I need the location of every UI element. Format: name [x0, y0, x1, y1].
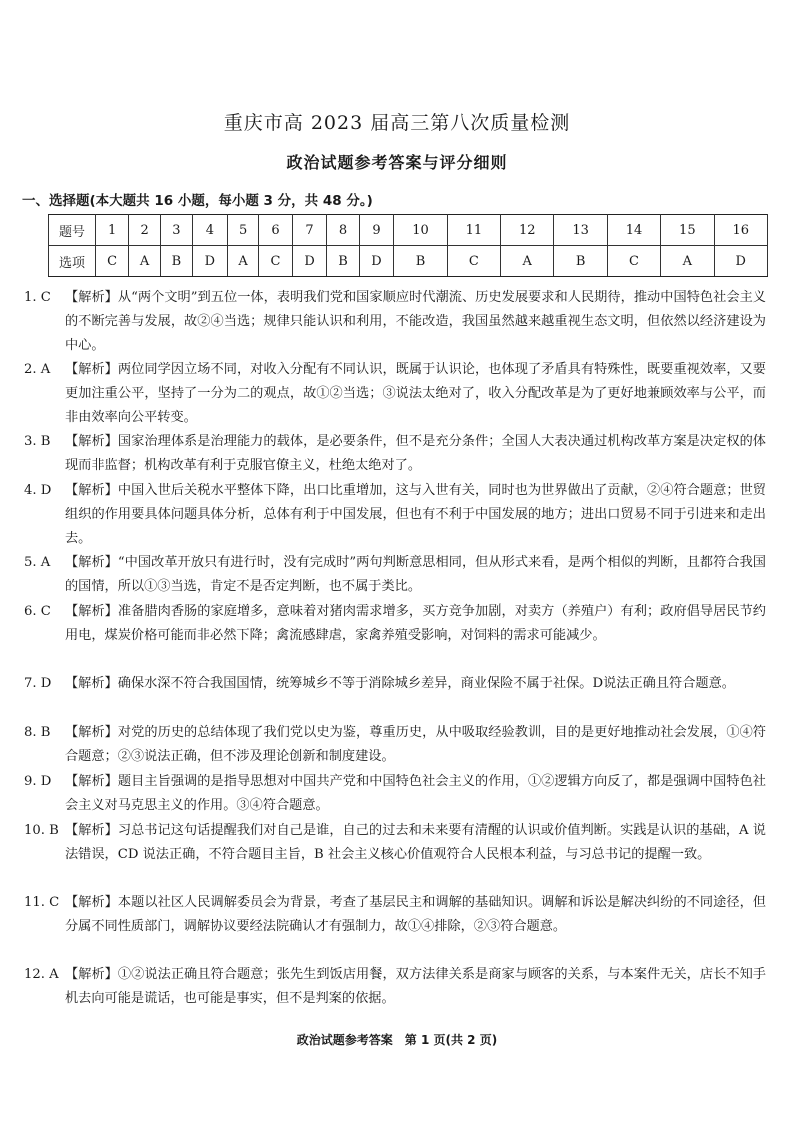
item-number: 5. A [24, 555, 51, 570]
question-number-cell: 2 [129, 215, 161, 246]
item-number: 7. D [24, 676, 52, 691]
question-number-cell: 3 [160, 215, 192, 246]
item-text: 【解析】对党的历史的总结体现了我们党以史为鉴，尊重历史，从中吸取经验教训，目的是更好地推动社会发展，①④符合题意；②③说法正确，但不涉及理论创新和制度建设。 [65, 725, 766, 764]
answer-row [49, 246, 768, 277]
question-number-cell: 7 [292, 215, 327, 246]
document-subtitle: 政治试题参考答案与评分细则 [286, 153, 508, 172]
question-number-cell: 14 [607, 215, 660, 246]
question-number-cell: 5 [227, 215, 259, 246]
item-text: 【解析】从“两个文明”到五位一体，表明我们党和国家顺应时代潮流、历史发展要求和人民期待，推动中国特色社会主义的不断完善与发展，故②④当选；规律只能认识和利用，不能改造，我国虽然越来越重视生态文明，但依然以经济建设为中心。 [65, 290, 766, 353]
question-number-cell: 16 [714, 215, 768, 246]
answer-cell: B [394, 246, 447, 277]
answer-cell: A [129, 246, 161, 277]
answer-cell: D [292, 246, 327, 277]
page-footer: 政治试题参考答案 第 1 页(共 2 页) [296, 1033, 498, 1047]
item-number: 12. A [24, 967, 59, 982]
answer-cell: B [160, 246, 192, 277]
section-heading: 一、选择题(本大题共 16 小题，每小题 3 分，共 48 分。) [22, 193, 373, 209]
explanation-item [24, 358, 766, 429]
answer-table [48, 214, 768, 277]
explanation-item [24, 479, 766, 550]
item-number: 8. B [24, 725, 51, 740]
explanation-item [24, 286, 766, 357]
question-number-cell: 8 [327, 215, 359, 246]
explanation-item [24, 963, 766, 1011]
item-number: 4. D [24, 483, 52, 498]
answer-cell: D [359, 246, 394, 277]
explanation-item [24, 551, 766, 599]
answer-cell: D [193, 246, 228, 277]
answer-cell: A [227, 246, 259, 277]
explanation-item [24, 430, 766, 478]
question-number-cell: 1 [96, 215, 129, 246]
answer-cell: C [447, 246, 500, 277]
answer-cell: D [714, 246, 768, 277]
item-text: 【解析】国家治理体系是治理能力的载体，是必要条件，但不是充分条件；全国人大表决通过机构改革方案是决定权的体现而非监督；机构改革有利于克服官僚主义，杜绝太绝对了。 [65, 434, 766, 473]
item-text: 【解析】两位同学因立场不同，对收入分配有不同认识，既属于认识论，也体现了矛盾具有特殊性，既要重视效率，又要更加注重公平，坚持了一分为二的观点，故①②当选；③说法太绝对了，收入分配改革是为了更好地兼顾效率与公平，而非由效率向公平转变。 [65, 362, 766, 425]
item-text: 【解析】准备腊肉香肠的家庭增多，意味着对猪肉需求增多，买方竞争加剧，对卖方（养殖户）有利；政府倡导居民节约用电，煤炭价格可能而非必然下降；禽流感肆虐，家禽养殖受影响，对饲料的需求可能减少。 [65, 604, 766, 643]
question-number-cell: 10 [394, 215, 447, 246]
question-number-cell: 12 [501, 215, 554, 246]
document-title: 重庆市高 2023 届高三第八次质量检测 [223, 112, 571, 134]
row-label-question: 题号 [49, 215, 96, 246]
explanation-item [24, 891, 766, 939]
item-number: 3. B [24, 434, 51, 449]
item-text: 【解析】本题以社区人民调解委员会为背景，考查了基层民主和调解的基础知识。调解和诉讼是解决纠纷的不同途径，但分属不同性质部门，调解协议要经法院确认才有强制力，故①④排除，②③符合题意。 [65, 895, 766, 934]
question-number-cell: 11 [447, 215, 500, 246]
item-number: 1. C [24, 290, 51, 305]
item-text: 【解析】确保水深不符合我国国情，统筹城乡不等于消除城乡差异，商业保险不属于社保。D说法正确且符合题意。 [65, 676, 735, 691]
item-text: 【解析】习总书记这句话提醒我们对自己是谁，自己的过去和未来要有清醒的认识或价值判断。实践是认识的基础，A 说法错误，CD 说法正确，不符合题目主旨，B 社会主义核心价值观符合人民根本利益，与习总书记的提醒一致。 [65, 823, 766, 862]
explanation-item [24, 721, 766, 769]
answer-cell: C [259, 246, 292, 277]
item-number: 2. A [24, 362, 51, 377]
question-number-cell: 4 [193, 215, 228, 246]
question-number-cell: 13 [554, 215, 607, 246]
question-number-cell: 6 [259, 215, 292, 246]
answer-cell: A [661, 246, 714, 277]
answer-cell: A [501, 246, 554, 277]
question-number-cell: 15 [661, 215, 714, 246]
item-number: 6. C [24, 604, 51, 619]
item-number: 11. C [24, 895, 60, 910]
answer-cell: C [607, 246, 660, 277]
item-text: 【解析】题目主旨强调的是指导思想对中国共产党和中国特色社会主义的作用，①②逻辑方向反了，都是强调中国特色社会主义对马克思主义的作用。③④符合题意。 [65, 774, 766, 813]
item-number: 9. D [24, 774, 52, 789]
question-number-row [49, 215, 768, 246]
explanation-item [24, 672, 766, 696]
item-text: 【解析】“中国改革开放只有进行时，没有完成时”两句判断意思相同，但从形式来看，是两个相似的判断，且都符合我国的国情，所以①③当选，肯定不是否定判断，也不属于类比。 [65, 555, 766, 594]
explanation-item [24, 819, 766, 867]
answer-cell: C [96, 246, 129, 277]
item-number: 10. B [24, 823, 59, 838]
explanation-item [24, 770, 766, 818]
question-number-cell: 9 [359, 215, 394, 246]
answer-cell: B [327, 246, 359, 277]
answer-cell: B [554, 246, 607, 277]
row-label-answer: 选项 [49, 246, 96, 277]
explanation-item [24, 600, 766, 648]
item-text: 【解析】中国入世后关税水平整体下降，出口比重增加，这与入世有关，同时也为世界做出了贡献，②④符合题意；世贸组织的作用要具体问题具体分析，总体有利于中国发展，但也有不利于中国发展的地方；进出口贸易不同于引进来和走出去。 [65, 483, 766, 546]
item-text: 【解析】①②说法正确且符合题意；张先生到饭店用餐，双方法律关系是商家与顾客的关系，与本案件无关，店长不知手机去向可能是谎话，也可能是事实，但不是判案的依据。 [65, 967, 766, 1006]
